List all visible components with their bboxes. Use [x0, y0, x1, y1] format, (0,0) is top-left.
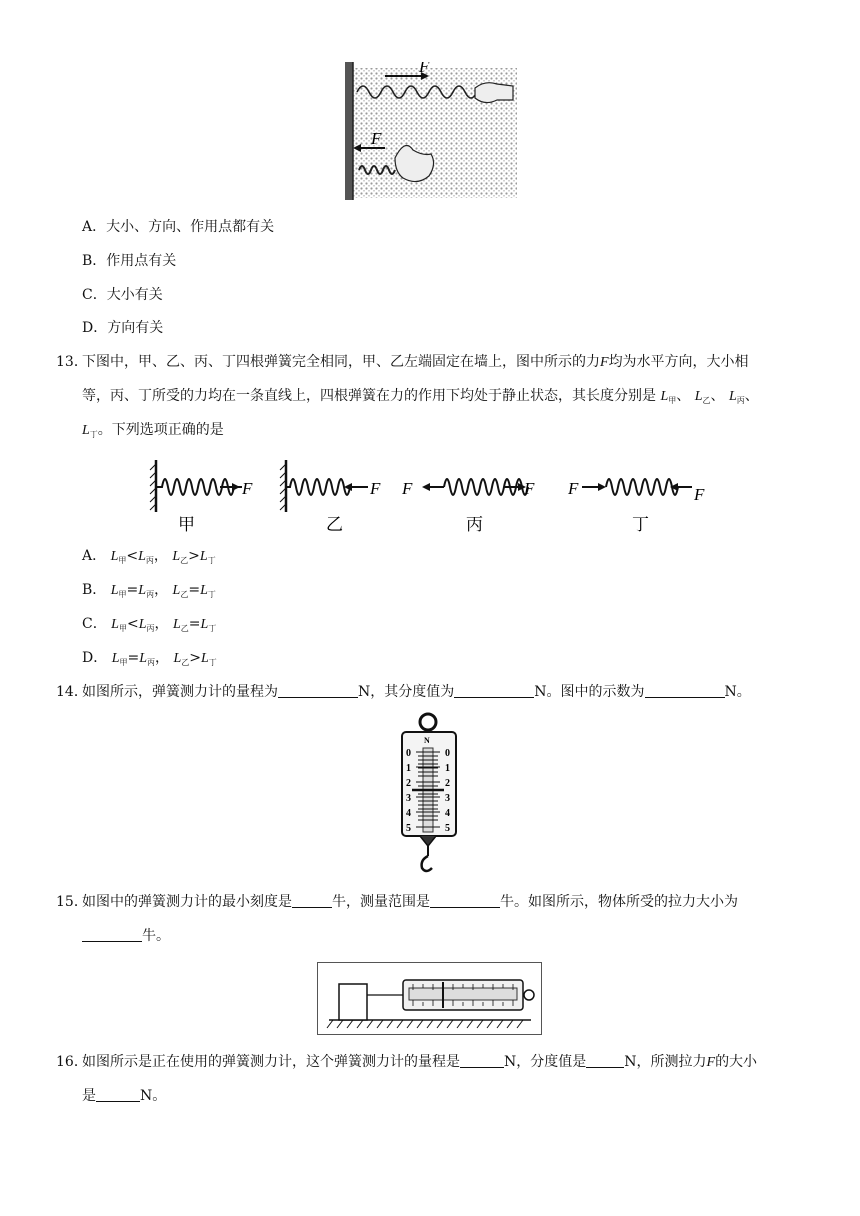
- q16-stem-line2: 是 N。: [82, 1088, 167, 1104]
- q14-stem: 如图所示，弹簧测力计的量程为 N，其分度值为 N。图中的示数为 N。: [82, 684, 751, 700]
- q12-option-a: A．大小、方向、作用点都有关: [82, 219, 275, 235]
- q13-option-a: A． $L_甲<L_丙$， $L_乙>L_丁$: [82, 548, 216, 565]
- horizontal-spring-scale: [317, 962, 542, 1035]
- q15-blank-range[interactable]: [430, 893, 500, 908]
- q12-option-b: B．作用点有关: [82, 253, 177, 269]
- spring-jia-label: 甲: [178, 515, 195, 534]
- q12-figure: [345, 62, 517, 200]
- spring-ding: [567, 479, 705, 534]
- q16-blank-force[interactable]: [96, 1087, 140, 1102]
- scale-left-0: 0: [406, 748, 411, 759]
- q14-blank-range[interactable]: [278, 683, 358, 698]
- spring-bing-label: 丙: [466, 515, 483, 534]
- q13-option-c: C． $L_甲<L_丙$， $L_乙=L_丁$: [82, 616, 217, 633]
- scale-left-2: 2: [406, 778, 411, 789]
- q14-figure: [396, 712, 464, 878]
- q16-number: 16．: [56, 1054, 88, 1070]
- q13-figure: [148, 452, 718, 536]
- force-label-top: F: [419, 62, 430, 76]
- q15-figure: [317, 962, 542, 1035]
- spring-ding-force-left: F: [568, 479, 579, 498]
- spring-yi-label: 乙: [326, 515, 343, 534]
- q14-blank-reading[interactable]: [645, 683, 725, 698]
- scale-left-5: 5: [406, 823, 411, 834]
- q13-option-d: D． $L_甲=L_丙$， $L_乙>L_丁$: [82, 650, 217, 667]
- q14-blank-division[interactable]: [454, 683, 534, 698]
- scale-unit: N: [424, 736, 430, 745]
- spring-jia-force: F: [242, 479, 253, 498]
- spring-bing-force-left: F: [402, 479, 413, 498]
- spring-hand-illustration: [345, 62, 517, 200]
- spring-jia: [150, 460, 253, 534]
- spring-ding-force-right: F: [694, 485, 705, 504]
- scale-left-3: 3: [406, 793, 411, 804]
- spring-bing: [401, 479, 535, 534]
- q16-blank-range[interactable]: [460, 1053, 504, 1068]
- scale-left-4: 4: [406, 808, 411, 819]
- scale-left-1: 1: [406, 763, 411, 774]
- scale-right-1: 1: [445, 763, 450, 774]
- q13-stem-line3: $L_丁$。下列选项正确的是: [82, 422, 224, 439]
- q16-stem-line1: 如图所示是正在使用的弹簧测力计，这个弹簧测力计的量程是 N，分度值是 N，所测拉力F的大小: [82, 1054, 758, 1070]
- spring-bing-force-right: F: [524, 479, 535, 498]
- q12-option-d: D．方向有关: [82, 320, 164, 336]
- q13-stem-line1: 下图中，甲、乙、丙、丁四根弹簧完全相同，甲、乙左端固定在墙上，图中所示的力F均为水平方向，大小相: [82, 354, 749, 370]
- q15-blank-tension[interactable]: [82, 927, 142, 942]
- q15-stem-line1: 如图中的弹簧测力计的最小刻度是 牛，测量范围是 牛。如图所示，物体所受的拉力大小为: [82, 894, 738, 910]
- q13-number: 13．: [56, 354, 88, 370]
- block: [339, 984, 367, 1020]
- scale-right-0: 0: [445, 748, 450, 759]
- spring-yi: [280, 460, 381, 534]
- q15-stem-line2: 牛。: [82, 926, 170, 946]
- vertical-spring-scale: [396, 712, 464, 878]
- q12-option-c: C．大小有关: [82, 287, 163, 303]
- q16-blank-division[interactable]: [586, 1053, 624, 1068]
- force-label-bottom: F: [371, 129, 382, 148]
- q15-blank-min-scale[interactable]: [292, 893, 332, 908]
- scale-right-5: 5: [445, 823, 450, 834]
- scale-right-4: 4: [445, 808, 450, 819]
- scale-right-2: 2: [445, 778, 450, 789]
- q13-stem-line2: 等，丙、丁所受的力均在一条直线上，四根弹簧在力的作用下均处于静止状态，其长度分别是 $L_甲$、 $L_乙$、 $L_丙$、: [82, 388, 759, 405]
- four-springs-illustration: [148, 452, 718, 536]
- scale-right-3: 3: [445, 793, 450, 804]
- q15-number: 15．: [56, 894, 88, 910]
- q13-option-b: B． $L_甲=L_丙$， $L_乙=L_丁$: [82, 582, 216, 599]
- q14-number: 14．: [56, 684, 88, 700]
- spring-ding-label: 丁: [632, 515, 649, 534]
- spring-yi-force: F: [370, 479, 381, 498]
